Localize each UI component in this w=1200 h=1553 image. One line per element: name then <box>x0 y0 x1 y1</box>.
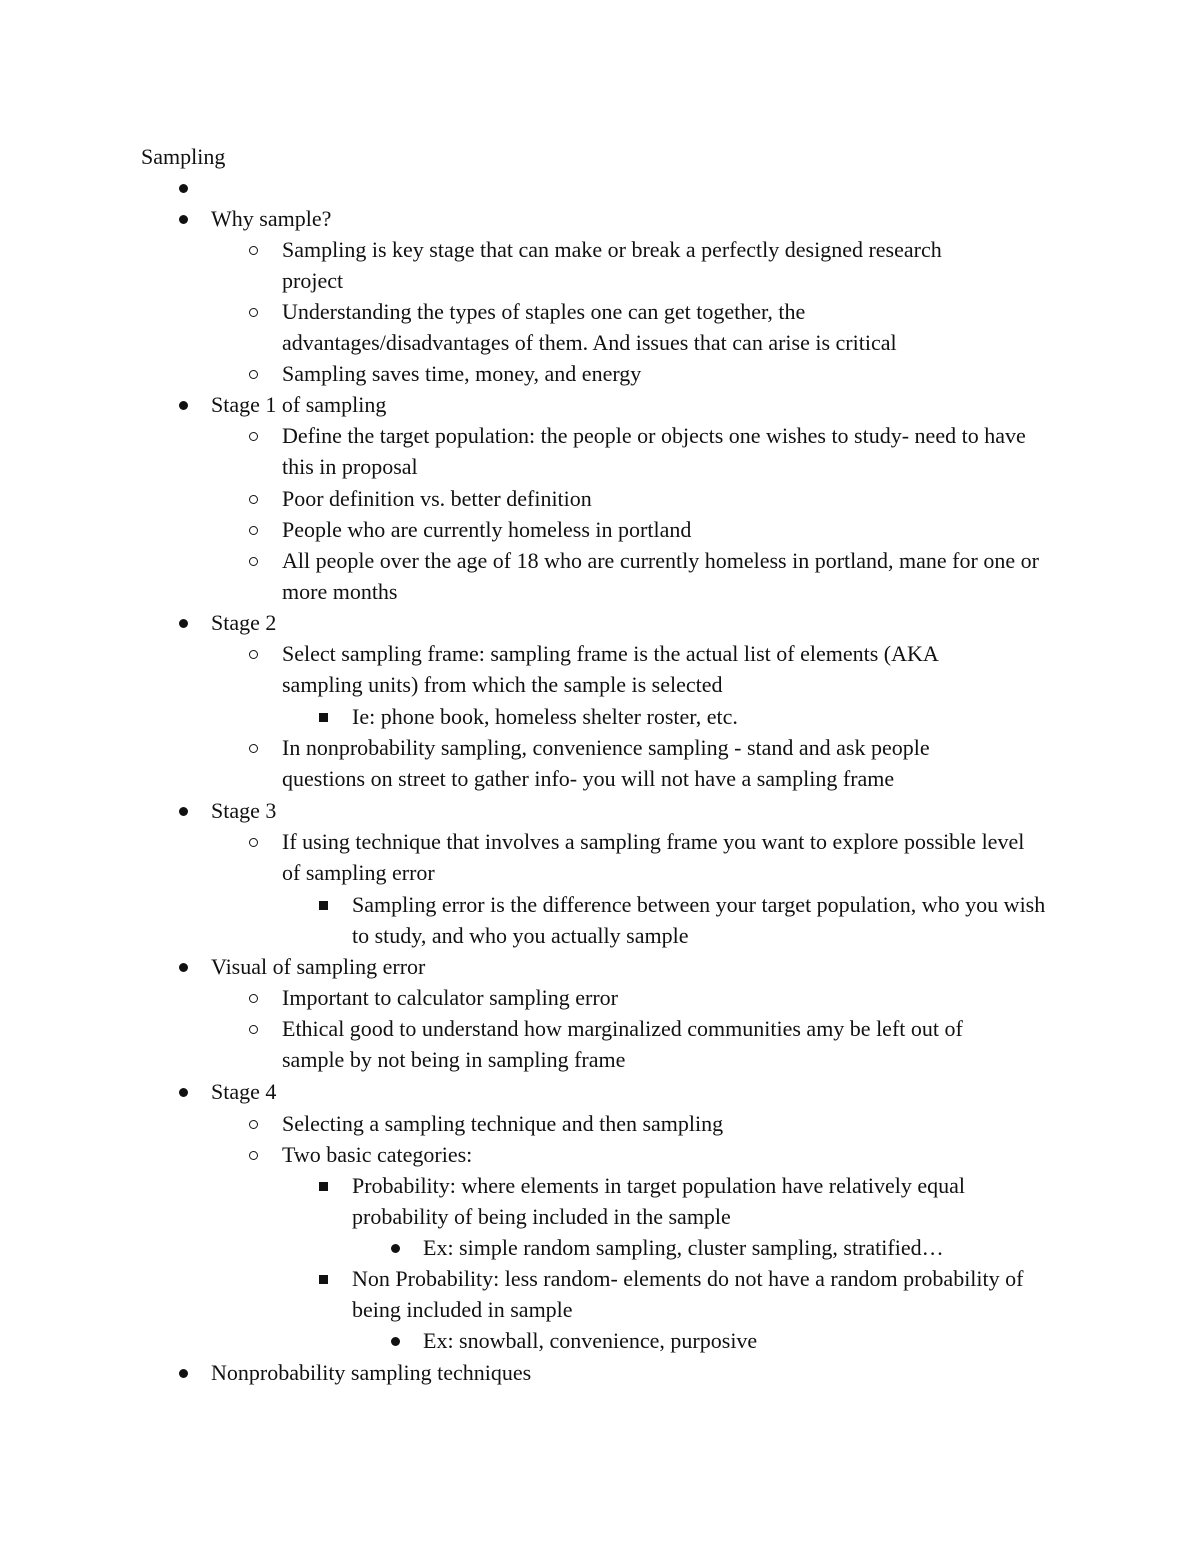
list-item-text: Important to calculator sampling error <box>282 985 618 1010</box>
disc-bullet-icon <box>176 795 196 826</box>
list-item-text: Poor definition vs. better definition <box>282 486 592 511</box>
disc-bullet-icon <box>176 1357 196 1388</box>
disc-bullet-icon <box>388 1232 408 1263</box>
list-item-text: Non Probability: less random- elements do not have a random probability of being included in sample <box>352 1266 1024 1323</box>
list-item-text: Sampling error is the difference between your target population, who you wish to study, and who you actually sample <box>352 892 1046 949</box>
circle-bullet-icon <box>247 732 267 763</box>
list-item-text: All people over the age of 18 who are currently homeless in portland, mane for one or more months <box>282 548 1039 605</box>
disc-bullet-icon <box>176 172 196 203</box>
document-title: Sampling <box>141 144 226 169</box>
square-bullet-icon <box>317 701 337 732</box>
square-bullet-icon <box>317 1263 337 1294</box>
circle-bullet-icon <box>247 545 267 576</box>
list-item-text: Nonprobability sampling techniques <box>211 1360 532 1385</box>
list-item-text: Ethical good to understand how marginalized communities amy be left out of sample by not being in sampling frame <box>282 1016 963 1073</box>
list-item-text: Sampling is key stage that can make or break a perfectly designed research project <box>282 237 942 294</box>
circle-bullet-icon <box>247 514 267 545</box>
list-item-text: Selecting a sampling technique and then sampling <box>282 1111 724 1136</box>
circle-bullet-icon <box>247 1139 267 1170</box>
list-item-text: Ex: simple random sampling, cluster sampling, stratified… <box>423 1235 944 1260</box>
circle-bullet-icon <box>247 483 267 514</box>
list-item-text: Why sample? <box>211 206 332 231</box>
list-item-text: Define the target population: the people or objects one wishes to study- need to have this in proposal <box>282 423 1026 480</box>
circle-bullet-icon <box>247 982 267 1013</box>
list-item-text: People who are currently homeless in portland <box>282 517 692 542</box>
list-item-text: Stage 4 <box>211 1079 277 1104</box>
circle-bullet-icon <box>247 638 267 669</box>
list-item-text: Understanding the types of staples one can get together, the advantages/disadvantages of them. And issues that can arise is critical <box>282 299 897 356</box>
square-bullet-icon <box>317 889 337 920</box>
circle-bullet-icon <box>247 420 267 451</box>
circle-bullet-icon <box>247 826 267 857</box>
disc-bullet-icon <box>176 1076 196 1107</box>
list-item-text: Stage 2 <box>211 610 277 635</box>
circle-bullet-icon <box>247 1108 267 1139</box>
circle-bullet-icon <box>247 296 267 327</box>
list-item-text: If using technique that involves a sampling frame you want to explore possible level of sampling error <box>282 829 1025 886</box>
list-item-text: Visual of sampling error <box>211 954 426 979</box>
list-item-text: Ex: snowball, convenience, purposive <box>423 1328 758 1353</box>
list-item-text: Ie: phone book, homeless shelter roster, etc. <box>352 704 738 729</box>
circle-bullet-icon <box>247 234 267 265</box>
list-item-text: Sampling saves time, money, and energy <box>282 361 642 386</box>
list-item-text: Probability: where elements in target population have relatively equal probability of being included in the sample <box>352 1173 965 1230</box>
disc-bullet-icon <box>388 1325 408 1356</box>
circle-bullet-icon <box>247 1013 267 1044</box>
circle-bullet-icon <box>247 358 267 389</box>
disc-bullet-icon <box>176 607 196 638</box>
list-item-text: In nonprobability sampling, convenience sampling - stand and ask people questions on street to gather info- you will not have a sampling frame <box>282 735 930 792</box>
list-item-text: Select sampling frame: sampling frame is the actual list of elements (AKA sampling units) from which the sample is selected <box>282 641 938 698</box>
disc-bullet-icon <box>176 389 196 420</box>
square-bullet-icon <box>317 1170 337 1201</box>
list-item-text: Stage 1 of sampling <box>211 392 387 417</box>
disc-bullet-icon <box>176 951 196 982</box>
list-item-text: Stage 3 <box>211 798 277 823</box>
list-item-text: Two basic categories: <box>282 1142 473 1167</box>
disc-bullet-icon <box>176 203 196 234</box>
